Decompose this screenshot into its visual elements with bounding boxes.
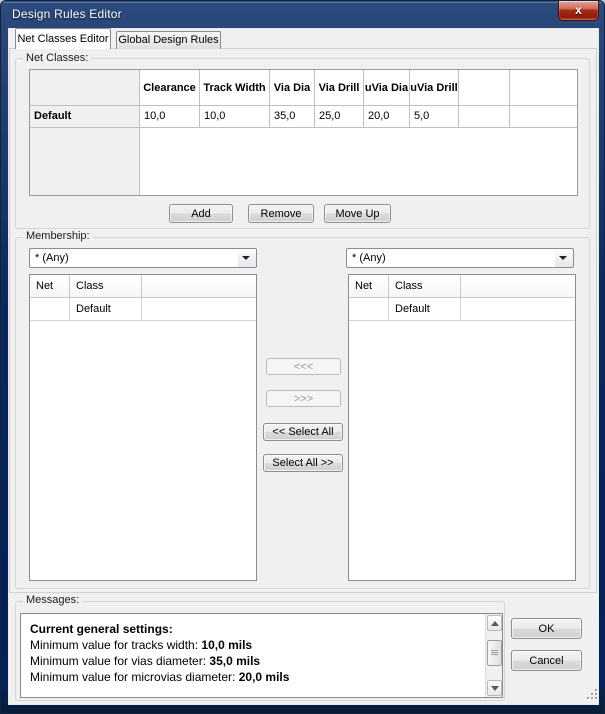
row-header-default[interactable]: Default — [30, 106, 140, 127]
tab-global-design-rules[interactable]: Global Design Rules — [116, 31, 221, 49]
net-classes-table — [29, 69, 578, 196]
scroll-up-button[interactable] — [487, 615, 502, 631]
column-header-uvia-drill[interactable]: uVia Drill — [410, 70, 459, 105]
chevron-down-icon — [242, 256, 250, 260]
ok-button[interactable]: OK — [511, 618, 582, 639]
cancel-button[interactable]: Cancel — [511, 650, 582, 671]
table-empty-area — [30, 128, 577, 195]
table-row — [30, 106, 577, 128]
close-button[interactable] — [558, 1, 599, 21]
message-line: Minimum value for vias diameter: 35,0 mils — [30, 654, 261, 668]
right-net-list[interactable] — [348, 274, 576, 581]
cell-uvia-dia[interactable]: 20,0 — [364, 106, 410, 127]
move-up-button[interactable]: Move Up — [324, 204, 391, 223]
row-filler — [510, 106, 577, 127]
left-row-net — [30, 298, 70, 320]
cell-via-dia[interactable]: 35,0 — [270, 106, 315, 127]
resize-grip[interactable] — [585, 687, 599, 701]
right-column-class[interactable]: Class — [389, 275, 461, 297]
net-classes-table-header — [30, 70, 577, 106]
cell-empty — [459, 106, 510, 127]
thumb-grip-icon — [491, 650, 498, 656]
tab-net-classes-editor[interactable]: Net Classes Editor — [15, 28, 111, 49]
messages-textbox[interactable] — [20, 613, 503, 698]
cell-clearance[interactable]: 10,0 — [140, 106, 200, 127]
left-net-list[interactable] — [29, 274, 257, 581]
chevron-down-icon — [559, 256, 567, 260]
messages-group-label: Messages: — [23, 594, 82, 606]
add-button[interactable]: Add — [169, 204, 233, 223]
column-header-via-drill[interactable]: Via Drill — [315, 70, 364, 105]
column-header-via-dia[interactable]: Via Dia — [270, 70, 315, 105]
move-right-button[interactable]: >>> — [266, 390, 341, 407]
select-all-right-button[interactable]: Select All >> — [263, 454, 343, 472]
scrollbar-thumb[interactable] — [487, 640, 502, 666]
left-row-class: Default — [70, 298, 142, 320]
column-header-empty — [459, 70, 510, 105]
messages-heading: Current general settings: — [30, 622, 173, 636]
left-filter-value: * (Any) — [35, 252, 69, 264]
left-column-net[interactable]: Net — [30, 275, 70, 297]
left-net-filter-dropdown[interactable] — [29, 248, 257, 268]
cell-uvia-drill[interactable]: 5,0 — [410, 106, 459, 127]
arrow-down-icon — [491, 686, 499, 691]
window-title: Design Rules Editor — [12, 7, 122, 21]
select-all-left-button[interactable]: << Select All — [263, 423, 343, 441]
message-line: Minimum value for microvias diameter: 20,0 mils — [30, 670, 290, 684]
messages-scrollbar[interactable] — [485, 614, 502, 697]
list-item[interactable] — [30, 298, 256, 321]
move-left-button[interactable]: <<< — [266, 358, 341, 375]
messages-content — [30, 621, 480, 685]
message-line: Minimum value for tracks width: 10,0 mils — [30, 638, 253, 652]
cell-via-drill[interactable]: 25,0 — [315, 106, 364, 127]
cell-track-width[interactable]: 10,0 — [200, 106, 270, 127]
title-bar[interactable] — [1, 1, 604, 29]
membership-group-label: Membership: — [23, 230, 93, 242]
close-icon: x — [575, 3, 582, 17]
table-corner-cell — [30, 70, 140, 105]
remove-button[interactable]: Remove — [248, 204, 314, 223]
right-row-class: Default — [389, 298, 461, 320]
left-list-header — [30, 275, 256, 298]
row-header-strip — [30, 128, 140, 195]
right-list-header — [349, 275, 575, 298]
list-item[interactable] — [349, 298, 575, 321]
column-header-track-width[interactable]: Track Width — [200, 70, 270, 105]
net-classes-group-label: Net Classes: — [23, 52, 91, 64]
right-row-net — [349, 298, 389, 320]
scroll-down-button[interactable] — [487, 680, 502, 696]
header-filler — [510, 70, 577, 105]
column-header-clearance[interactable]: Clearance — [140, 70, 200, 105]
arrow-up-icon — [491, 621, 499, 626]
column-header-uvia-dia[interactable]: uVia Dia — [364, 70, 410, 105]
right-filter-value: * (Any) — [352, 252, 386, 264]
right-column-net[interactable]: Net — [349, 275, 389, 297]
left-column-class[interactable]: Class — [70, 275, 142, 297]
right-net-filter-dropdown[interactable] — [346, 248, 574, 268]
